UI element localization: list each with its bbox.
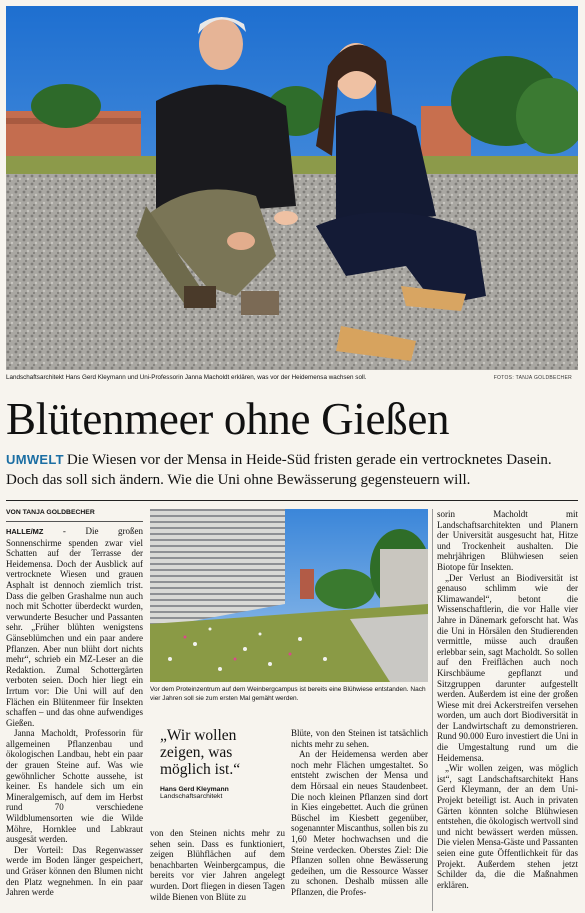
lead-text: Die Wiesen vor der Mensa in Heide-Süd fristen gerade ein vertrocknetes Dasein. Doch das soll sich ändern. Wie die Uni ohne Bewässerung gegensteuern will. <box>6 452 552 488</box>
photo-credit: FOTOS: TANJA GOLDBECHER <box>493 375 572 381</box>
paragraph: „Wir wollen zeigen, was möglich ist“, sagt Landschaftsarchitekt Hans Gerd Kleymann, der an dem Uni-Projekt beteiligt ist. Auch in privaten Gärten könnten solche Blühwiesen entstehen, die ökologisch wertvoll sind und nicht bewässert werden müssen. Die vielen Mensa-Gäste und Passanten seien eine gute Öffentlichkeit für das Projekt. Außerdem stehen jetzt Schilder da, die die Maßnahmen erklären. <box>437 763 578 890</box>
paragraph: sorin Macholdt mit Landschaftsarchitekten und Planern der Universität ausgesucht hat, Hitze und Trockenheit aushalten. Die mehrjährigen Blühwiesen seien Biotope für Insekten. <box>437 509 578 572</box>
top-photo <box>6 6 578 370</box>
article-column-4 <box>437 509 578 911</box>
divider <box>6 500 578 501</box>
top-photo-caption <box>6 372 578 384</box>
article-column-1 <box>6 526 143 911</box>
paragraph: An der Heidemensa werden aber noch mehr Flächen umgestaltet. So entsteht zwischen der Mensa und dem Hörsaal ein neues Staudenbeet. Die noch kleinen Pflanzen sind dort in Kies eingebettet. Auch die grünen Büschel im Kiesbett gegenüber, sogenannter Miscanthus, sollen bis zu 1,60 Meter hochwachsen und die Steine verdecken. Oberstes Ziel: Die Pflanzen sollen ohne Bewässerung gedeihen, um die Ressource Wasser zu schonen. Deshalb müssen alle Pflanzen, die Profes- <box>291 749 428 897</box>
middle-photo-caption: Vor dem Proteinzentrum auf dem Weinbergcampus ist bereits eine Blühwiese entstanden. Nach vier Jahren soll sie zum ersten Mal gemäht werden. <box>150 686 426 702</box>
quote-author-role: Landschaftsarchitekt <box>160 793 223 800</box>
photo-two-people-crouching-on-gravel <box>6 6 578 370</box>
paragraph: - Die großen Sonnenschirme spenden zwar viel Schatten auf der Terrasse der Heidemensa. Doch der Ausblick auf vertrocknete Wiesen und grauen Asphalt ist dennoch ziemlich trist. Dass die gelben Grashalme nun auch noch mit Schotter überdeckt wurden, verwunderte Besucher und Passanten sehr. „Früher blühten wenigstens Gänseblümchen und ein paar andere Pflanzen. Aber nun blüht dort nichts mehr“, schrieb ein MZ-Leser an die Redaktion. Zumal Schottergärten verboten seien. Doch hier liegt ein Irrtum vor: Die Uni will auf den Flächen ein Blütenmeer für Insekten schaffen – und das ohne aufwendiges Gießen. <box>6 526 143 728</box>
column-separator <box>432 509 433 911</box>
photo-flower-meadow-building <box>150 509 428 682</box>
kicker: UMWELT <box>6 452 64 467</box>
lead-paragraph <box>6 450 578 490</box>
pull-quote <box>160 727 280 800</box>
paragraph: Janna Macholdt, Professorin für allgemeinen Pflanzenbau und ökologischen Landbau, hebt ein paar der grauen Steine auf. Was wie gewöhnlicher Schotte aussehe, ist keiner. Es handele sich um ein Mineralgemisch, auf dem im Herbst rund 70 verschiedene Wildblumensorten wie die Wilde Möhre, Hornklee und Labkraut ausgesät werden. <box>6 728 143 845</box>
byline-rule <box>6 521 143 522</box>
paragraph: Der Vorteil: Das Regenwasser werde im Boden länger gespeichert, und Gräser können den Blumen nicht den Platz wegnehmen. In ein paar Jahren werde <box>6 844 143 898</box>
dateline: HALLE/MZ <box>6 527 44 536</box>
quote-text: „Wir wollen zeigen, was möglich ist.“ <box>160 727 241 778</box>
paragraph: Blüte, von den Steinen ist tatsächlich nichts mehr zu sehen. <box>291 728 428 749</box>
paragraph: „Der Verlust an Biodiversität ist genauso schlimm wie der Klimawandel“, betont die Wissenschaftlerin, die vor Halle vier Jahre in Dänemark geforscht hat. Was die Uni in Hörsälen den Studierenden vermittle, müsse auch draußen erlebbar sein, sagt Macholdt. So sollen auf den Freiflächen auch noch Kirschbäume gepflanzt und Sitzgruppen darunter aufgestellt werden. Außerdem ist eine der großen Wiese mit drei Ackerstreifen versehen worden, um auch dort Biodiversität in der Landwirtschaft zu demonstrieren. Rund 90.000 Euro investiert die Uni in die Umgestaltung rund um die Heidemensa. <box>437 572 578 763</box>
caption-text: Landschaftsarchitekt Hans Gerd Kleymann und Uni-Professorin Janna Macholdt erklären, was vor der Heidemensa wachsen soll. <box>6 374 367 381</box>
quote-author: Hans Gerd Kleymann <box>160 786 229 793</box>
paragraph: von den Steinen nichts mehr zu sehen sein. Dass es funktioniert, zeigen Blühflächen auf dem benachbarten Weinbergcampus, die bereits vor vier Jahren angelegt wurden. Dort fliegen in diesen Tagen wilde Bienen von Blüte zu <box>150 828 285 902</box>
headline: Blütenmeer ohne Gießen <box>6 394 450 444</box>
middle-photo <box>150 509 428 682</box>
author-byline: VON TANJA GOLDBECHER <box>6 509 95 516</box>
article-column-2 <box>150 828 285 911</box>
article-column-3 <box>291 728 428 911</box>
